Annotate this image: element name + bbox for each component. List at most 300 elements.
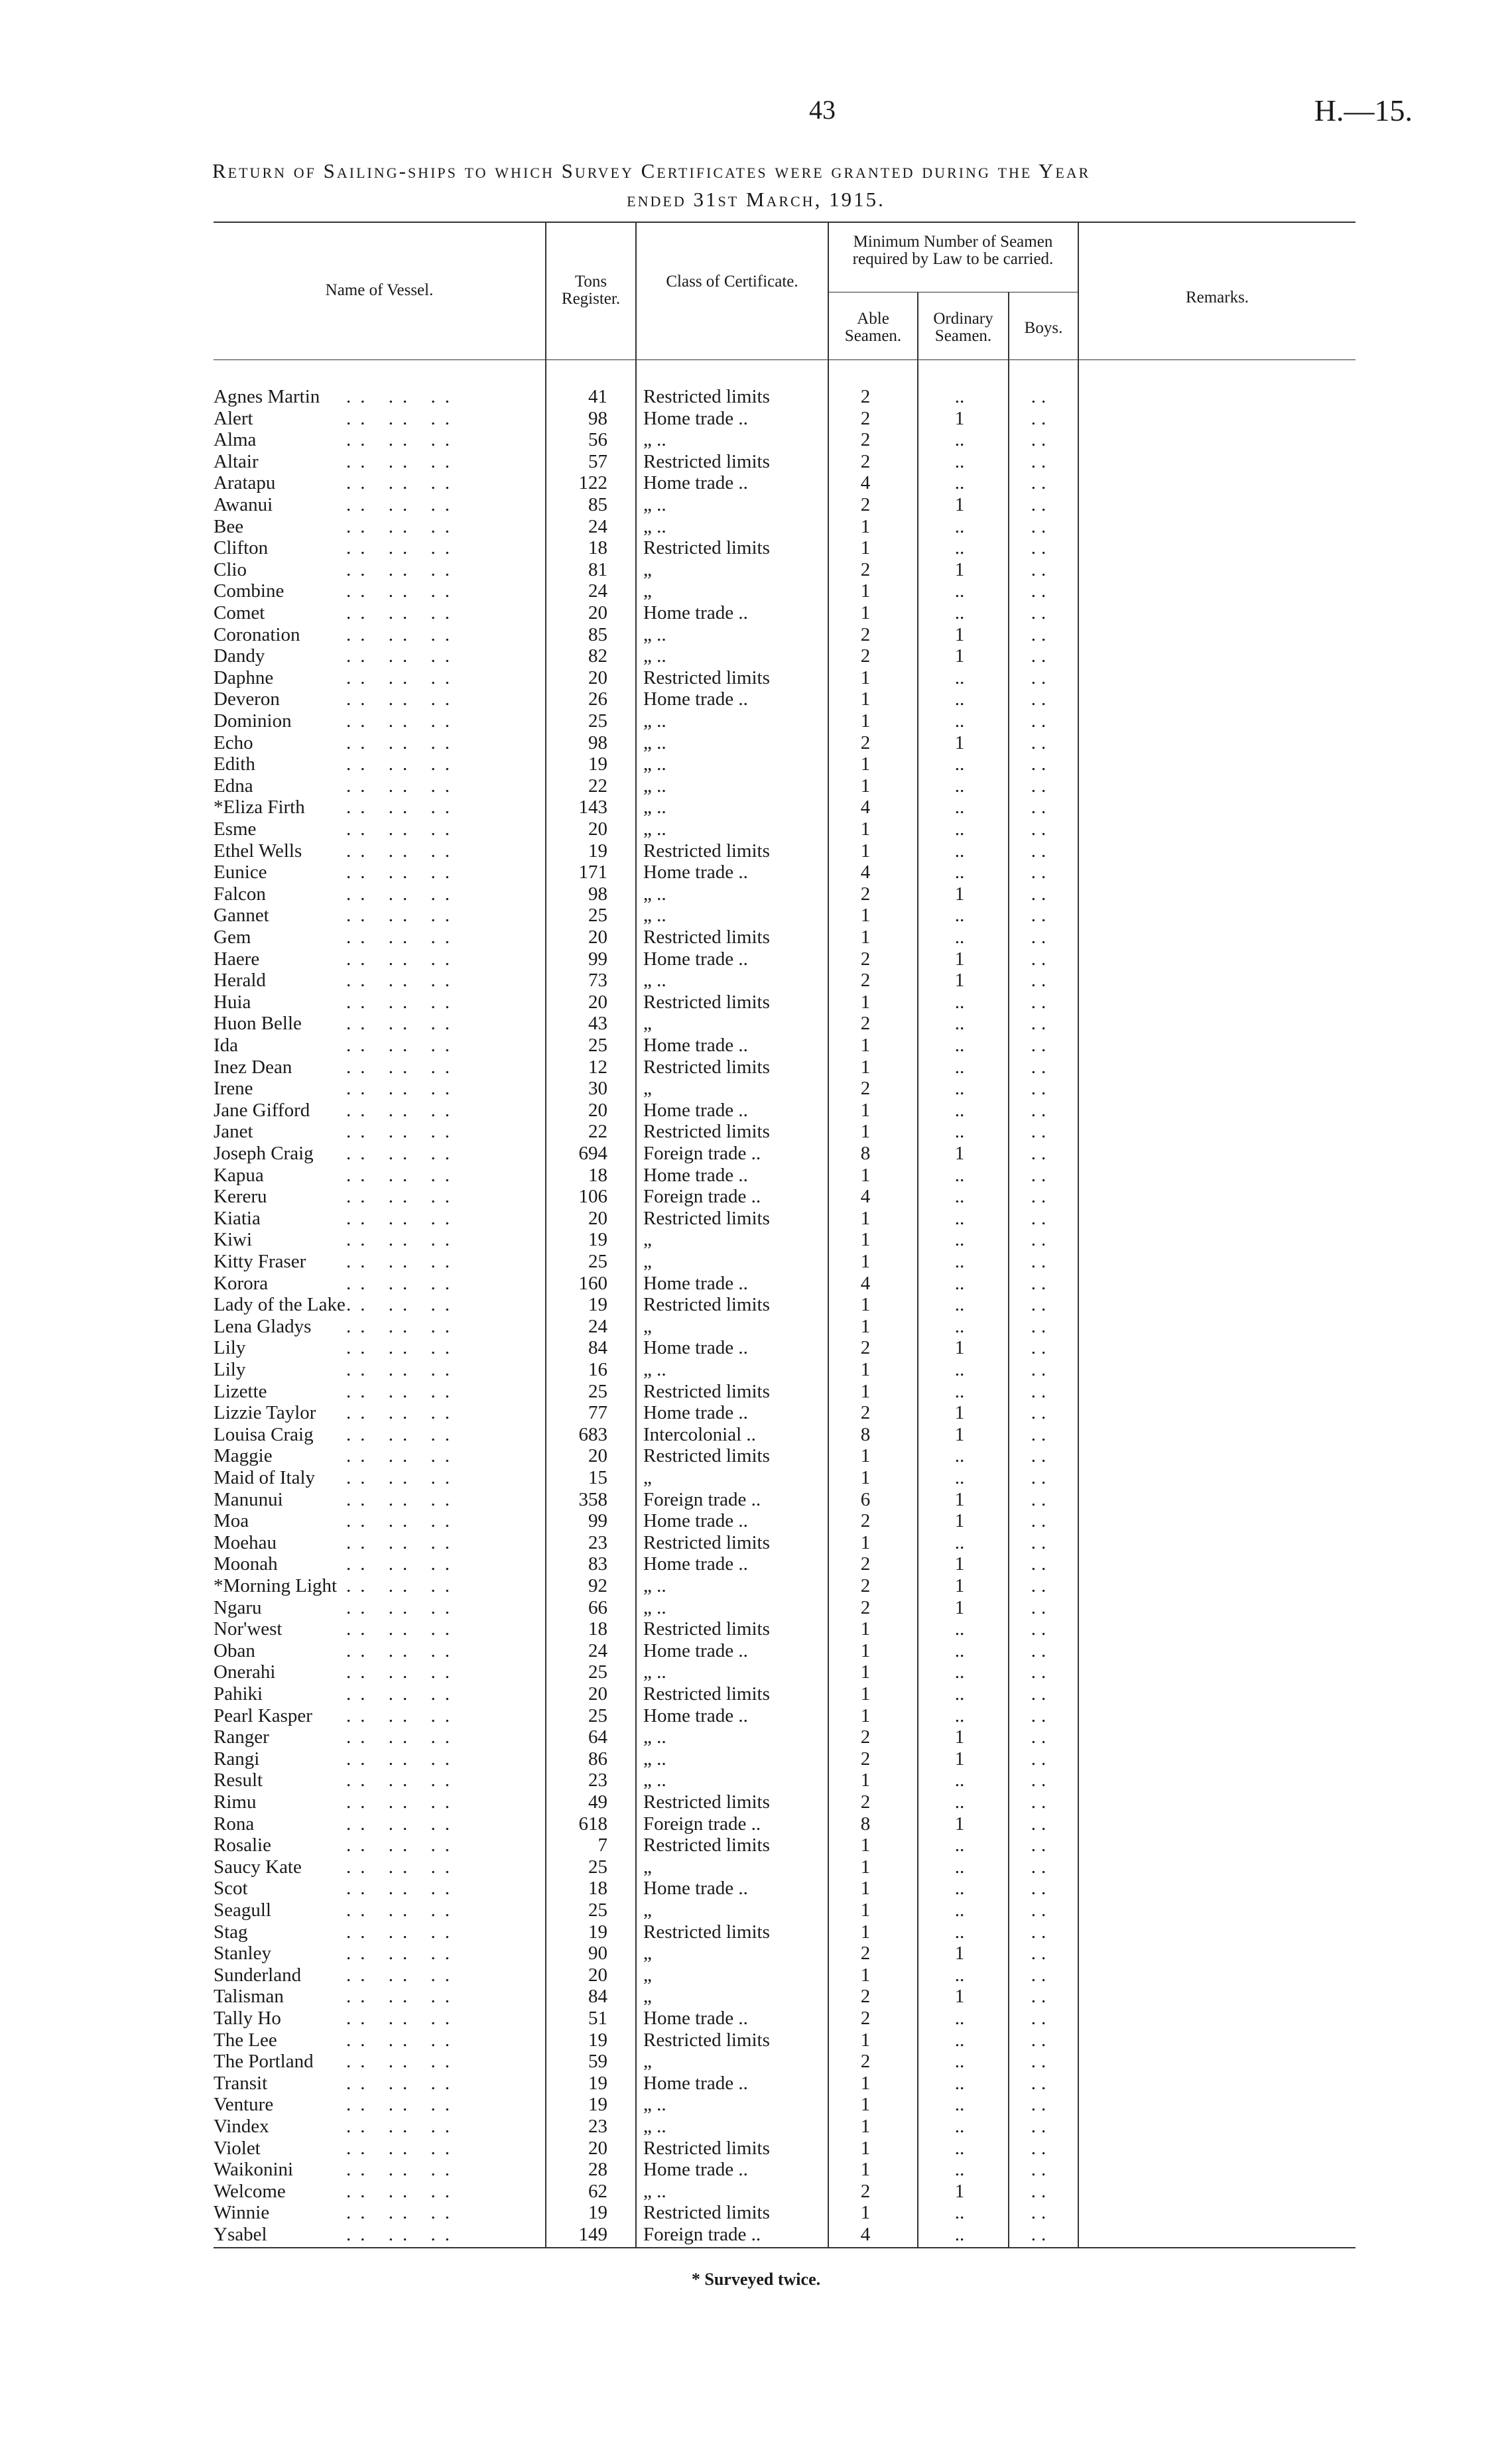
tons-register: 92 [588,1575,607,1596]
table-row [0,1965,1512,1986]
tons-register: 7 [598,1835,607,1856]
ordinary-seamen: .. [954,1164,965,1186]
dot-leader: .. .. .. [346,1640,459,1661]
ordinary-seamen: 1 [954,1813,965,1835]
ordinary-seamen: .. [954,2051,965,2073]
dot-leader: .. .. .. [346,905,459,927]
able-seamen: 8 [860,1423,871,1445]
tons-register: 84 [588,1986,607,2008]
boys: .. [1031,515,1052,537]
boys: .. [1031,1359,1052,1380]
footnote: * Surveyed twice. [691,2270,821,2289]
dot-leader: .. .. .. [346,450,459,472]
ordinary-seamen: .. [954,1705,965,1726]
vessel-name: Haere [214,948,260,970]
vessel-name: Kereru [214,1186,267,1208]
certificate-class: „ .. [643,2094,666,2116]
able-seamen: 8 [860,1813,871,1835]
table-row [0,1381,1512,1403]
boys: .. [1031,1423,1052,1445]
certificate-class: Restricted limits [643,991,770,1013]
vessel-name: Rimu [214,1791,257,1813]
ordinary-seamen: .. [954,602,965,623]
ordinary-seamen: .. [954,1900,965,1921]
tons-register: 20 [588,602,607,623]
dot-leader: .. .. .. [346,1618,459,1640]
tons-register: 20 [588,927,607,948]
tons-register: 20 [588,818,607,840]
certificate-class: „ [643,2051,652,2073]
able-seamen: 1 [860,1770,871,1791]
ordinary-seamen: 1 [954,1596,965,1618]
certificate-class: Home trade .. [643,1553,748,1575]
boys: .. [1031,1207,1052,1229]
able-seamen: 2 [860,558,871,580]
ordinary-seamen: .. [954,797,965,818]
boys: .. [1031,1921,1052,1943]
vessel-name: Awanui [214,494,273,515]
tons-register: 22 [588,775,607,797]
certificate-class: „ [643,1078,652,1100]
table-row [0,883,1512,905]
table-row [0,2051,1512,2073]
boys: .. [1031,1575,1052,1596]
vessel-name: Lily [214,1337,246,1359]
ordinary-seamen: .. [954,1013,965,1035]
able-seamen: 2 [860,948,871,970]
vessel-name: Gannet [214,905,269,927]
boys: .. [1031,1229,1052,1251]
dot-leader: .. .. .. [346,429,459,451]
table-row [0,1726,1512,1748]
dot-leader: .. .. .. [346,472,459,494]
column-header-ordinary: Ordinary Seamen. [933,310,993,345]
boys: .. [1031,2094,1052,2116]
ordinary-seamen: .. [954,1099,965,1121]
ordinary-seamen: .. [954,2202,965,2224]
dot-leader: .. .. .. [346,1661,459,1683]
tons-register: 23 [588,1770,607,1791]
ordinary-seamen: 1 [954,623,965,645]
tons-register: 99 [588,948,607,970]
boys: .. [1031,1272,1052,1294]
ordinary-seamen: .. [954,1856,965,1878]
able-seamen: 1 [860,991,871,1013]
ordinary-seamen: .. [954,775,965,797]
certificate-class: „ .. [643,515,666,537]
vessel-name: Stanley [214,1943,271,1965]
table-row [0,2030,1512,2051]
boys: .. [1031,1315,1052,1337]
dot-leader: .. .. .. [346,775,459,797]
able-seamen: 1 [860,1445,871,1467]
boys: .. [1031,710,1052,732]
vessel-name: Lizzie Taylor [214,1402,316,1424]
certificate-class: Home trade .. [643,688,748,710]
tons-register: 77 [588,1402,607,1424]
table-row [0,1445,1512,1467]
able-seamen: 4 [860,797,871,818]
ordinary-seamen: 1 [954,1986,965,2008]
tons-register: 18 [588,1618,607,1640]
dot-leader: .. .. .. [346,948,459,970]
able-seamen: 2 [860,883,871,905]
table-row [0,1057,1512,1078]
tons-register: 25 [588,905,607,927]
table-row [0,1553,1512,1575]
able-seamen: 1 [860,1467,871,1488]
able-seamen: 1 [860,2029,871,2051]
table-row [0,1294,1512,1316]
table-row [0,2224,1512,2246]
vessel-name: Clifton [214,537,269,559]
tons-register: 18 [588,1878,607,1900]
table-row [0,537,1512,559]
dot-leader: .. .. .. [346,2202,459,2224]
ordinary-seamen: .. [954,2029,965,2051]
dot-leader: .. .. .. [346,1315,459,1337]
vessel-name: Irene [214,1078,253,1100]
boys: .. [1031,1251,1052,1272]
certificate-class: „ [643,1943,652,1965]
dot-leader: .. .. .. [346,2051,459,2073]
dot-leader: .. .. .. [346,688,459,710]
ordinary-seamen: .. [954,818,965,840]
vessel-name: Violet [214,2137,261,2159]
dot-leader: .. .. .. [346,710,459,732]
vessel-name: Deveron [214,688,280,710]
tons-register: 149 [578,2224,607,2245]
vessel-name: Eunice [214,862,267,883]
able-seamen: 2 [860,1510,871,1532]
tons-register: 73 [588,970,607,992]
tons-register: 20 [588,1683,607,1705]
tons-register: 25 [588,1900,607,1921]
dot-leader: .. .. .. [346,2029,459,2051]
tons-register: 86 [588,1748,607,1770]
tons-register: 90 [588,1943,607,1965]
boys: .. [1031,1878,1052,1900]
table-row [0,1078,1512,1100]
boys: .. [1031,1445,1052,1467]
vessel-name: Inez Dean [214,1056,292,1078]
table-row [0,2008,1512,2030]
certificate-class: „ .. [643,970,666,992]
dot-leader: .. .. .. [346,883,459,905]
boys: .. [1031,1900,1052,1921]
certificate-class: Restricted limits [643,1791,770,1813]
boys: .. [1031,1294,1052,1316]
certificate-class: Home trade .. [643,1272,748,1294]
boys: .. [1031,2008,1052,2029]
boys: .. [1031,602,1052,623]
vessel-name: Onerahi [214,1661,276,1683]
table-row [0,927,1512,948]
boys: .. [1031,688,1052,710]
vessel-name: Altair [214,450,259,472]
ordinary-seamen: 1 [954,494,965,515]
able-seamen: 1 [860,1856,871,1878]
certificate-class: „ [643,1986,652,2008]
vessel-name: Ida [214,1035,239,1056]
table-row [0,408,1512,430]
vessel-name: Comet [214,602,265,623]
vessel-name: Edith [214,753,255,775]
certificate-class: „ .. [643,623,666,645]
boys: .. [1031,2159,1052,2181]
table-row [0,840,1512,862]
able-seamen: 2 [860,1596,871,1618]
ordinary-seamen: .. [954,2072,965,2094]
vessel-name: Kiwi [214,1229,252,1251]
able-seamen: 4 [860,862,871,883]
table-row [0,710,1512,732]
dot-leader: .. .. .. [346,515,459,537]
certificate-class: „ [643,1856,652,1878]
vessel-name: Sunderland [214,1964,302,1986]
ordinary-seamen: .. [954,1467,965,1488]
boys: .. [1031,1770,1052,1791]
certificate-class: Restricted limits [643,450,770,472]
ordinary-seamen: .. [954,1531,965,1553]
boys: .. [1031,494,1052,515]
vessel-name: Tally Ho [214,2008,281,2029]
vessel-name: The Portland [214,2051,314,2073]
able-seamen: 1 [860,1900,871,1921]
able-seamen: 1 [860,2202,871,2224]
boys: .. [1031,1402,1052,1424]
certificate-class: Restricted limits [643,2137,770,2159]
ordinary-seamen: 1 [954,732,965,753]
table-row [0,472,1512,494]
boys: .. [1031,1596,1052,1618]
certificate-class: „ .. [643,1770,666,1791]
certificate-class: Foreign trade .. [643,1143,761,1164]
boys: .. [1031,1121,1052,1143]
dot-leader: .. .. .. [346,1575,459,1596]
ordinary-seamen: 1 [954,1553,965,1575]
able-seamen: 1 [860,688,871,710]
boys: .. [1031,1748,1052,1770]
able-seamen: 4 [860,2224,871,2245]
certificate-class: Restricted limits [643,386,770,407]
boys: .. [1031,1835,1052,1856]
ordinary-seamen: .. [954,1359,965,1380]
able-seamen: 2 [860,2008,871,2029]
boys: .. [1031,580,1052,602]
certificate-class: „ [643,1229,652,1251]
table-row [0,1986,1512,2008]
able-seamen: 1 [860,1315,871,1337]
certificate-class: „ .. [643,1748,666,1770]
certificate-class: Home trade .. [643,2159,748,2181]
dot-leader: .. .. .. [346,1878,459,1900]
boys: .. [1031,1164,1052,1186]
page-number: 43 [809,95,836,125]
table-row [0,1510,1512,1532]
vessel-name: Dominion [214,710,292,732]
tons-register: 19 [588,753,607,775]
column-header-able: Able Seamen. [844,310,902,345]
vessel-name: Moonah [214,1553,278,1575]
able-seamen: 1 [860,1380,871,1402]
tons-register: 25 [588,1856,607,1878]
column-header-seamen-group: Minimum Number of Seamen required by Law to be carried. [852,233,1054,268]
tons-register: 30 [588,1078,607,1100]
vessel-name: Venture [214,2094,274,2116]
able-seamen: 1 [860,840,871,862]
vessel-name: Daphne [214,667,274,688]
certificate-class: „ [643,1315,652,1337]
tons-register: 84 [588,1337,607,1359]
boys: .. [1031,1035,1052,1056]
able-seamen: 2 [860,732,871,753]
vessel-name: Saucy Kate [214,1856,302,1878]
certificate-class: Home trade .. [643,1035,748,1056]
ordinary-seamen: .. [954,991,965,1013]
able-seamen: 2 [860,1402,871,1424]
vessel-name: Waikonini [214,2159,294,2181]
table-row [0,2138,1512,2160]
dot-leader: .. .. .. [346,1402,459,1424]
certificate-class: „ [643,1964,652,1986]
ordinary-seamen: 1 [954,948,965,970]
ordinary-seamen: .. [954,2094,965,2116]
vessel-name: Rona [214,1813,255,1835]
table-bottom-rule [214,2247,1355,2248]
header-bottom-rule [214,359,1355,360]
dot-leader: .. .. .. [346,1207,459,1229]
certificate-class: Restricted limits [643,1531,770,1553]
ordinary-seamen: 1 [954,1423,965,1445]
table-row [0,1856,1512,1878]
certificate-class: „ .. [643,645,666,667]
ordinary-seamen: .. [954,1835,965,1856]
certificate-class: Home trade .. [643,1099,748,1121]
vessel-name: Kiatia [214,1207,261,1229]
certificate-class: „ .. [643,2116,666,2137]
dot-leader: .. .. .. [346,818,459,840]
certificate-class: Home trade .. [643,862,748,883]
tons-register: 28 [588,2159,607,2181]
dot-leader: .. .. .. [346,862,459,883]
ordinary-seamen: .. [954,1251,965,1272]
able-seamen: 1 [860,1056,871,1078]
ordinary-seamen: 1 [954,1575,965,1596]
ordinary-seamen: .. [954,537,965,559]
table-row [0,1337,1512,1359]
dot-leader: .. .. .. [346,1770,459,1791]
able-seamen: 2 [860,1078,871,1100]
able-seamen: 2 [860,450,871,472]
ordinary-seamen: .. [954,927,965,948]
table-row [0,797,1512,818]
boys: .. [1031,386,1052,407]
table-row [0,1273,1512,1295]
ordinary-seamen: 1 [954,407,965,429]
able-seamen: 1 [860,1121,871,1143]
boys: .. [1031,1813,1052,1835]
ordinary-seamen: .. [954,1294,965,1316]
certificate-class: „ .. [643,883,666,905]
able-seamen: 1 [860,1835,871,1856]
tons-register: 24 [588,1315,607,1337]
vessel-name: Jane Gifford [214,1099,310,1121]
dot-leader: .. .. .. [346,732,459,753]
vessel-name: Alma [214,429,257,451]
dot-leader: .. .. .. [346,1510,459,1532]
vessel-name: Winnie [214,2202,270,2224]
table-row [0,1229,1512,1251]
tons-register: 83 [588,1553,607,1575]
able-seamen: 1 [860,1035,871,1056]
boys: .. [1031,775,1052,797]
boys: .. [1031,472,1052,494]
ordinary-seamen: 1 [954,1748,965,1770]
vessel-name: Welcome [214,2180,286,2202]
dot-leader: .. .. .. [346,623,459,645]
dot-leader: .. .. .. [346,1531,459,1553]
tons-register: 85 [588,494,607,515]
tons-register: 25 [588,1705,607,1726]
tons-register: 15 [588,1467,607,1488]
certificate-class: Home trade .. [643,407,748,429]
table-row [0,451,1512,473]
tons-register: 24 [588,1640,607,1661]
certificate-class: Restricted limits [643,1835,770,1856]
ordinary-seamen: 1 [954,1726,965,1748]
dot-leader: .. .. .. [346,2008,459,2029]
certificate-class: „ .. [643,1596,666,1618]
certificate-class: „ [643,580,652,602]
boys: .. [1031,1856,1052,1878]
ordinary-seamen: .. [954,1380,965,1402]
boys: .. [1031,753,1052,775]
boys: .. [1031,2116,1052,2137]
boys: .. [1031,970,1052,992]
certificate-class: „ .. [643,1661,666,1683]
certificate-class: Restricted limits [643,2202,770,2224]
able-seamen: 2 [860,429,871,451]
tons-register: 81 [588,558,607,580]
tons-register: 25 [588,1661,607,1683]
certificate-class: Restricted limits [643,1445,770,1467]
boys: .. [1031,2029,1052,2051]
able-seamen: 1 [860,1229,871,1251]
vessel-name: Nor'west [214,1618,283,1640]
vessel-name: Talisman [214,1986,284,2008]
certificate-class: „ .. [643,797,666,818]
boys: .. [1031,840,1052,862]
ordinary-seamen: .. [954,1035,965,1056]
boys: .. [1031,1380,1052,1402]
boys: .. [1031,1510,1052,1532]
certificate-class: „ .. [643,818,666,840]
vessel-name: Result [214,1770,263,1791]
vessel-name: Moehau [214,1531,277,1553]
boys: .. [1031,645,1052,667]
tons-register: 12 [588,1056,607,1078]
table-row [0,1661,1512,1683]
tons-register: 19 [588,1294,607,1316]
boys: .. [1031,407,1052,429]
dot-leader: .. .. .. [346,840,459,862]
table-row [0,386,1512,408]
ordinary-seamen: .. [954,429,965,451]
ordinary-seamen: .. [954,1078,965,1100]
able-seamen: 2 [860,1726,871,1748]
dot-leader: .. .. .. [346,1791,459,1813]
